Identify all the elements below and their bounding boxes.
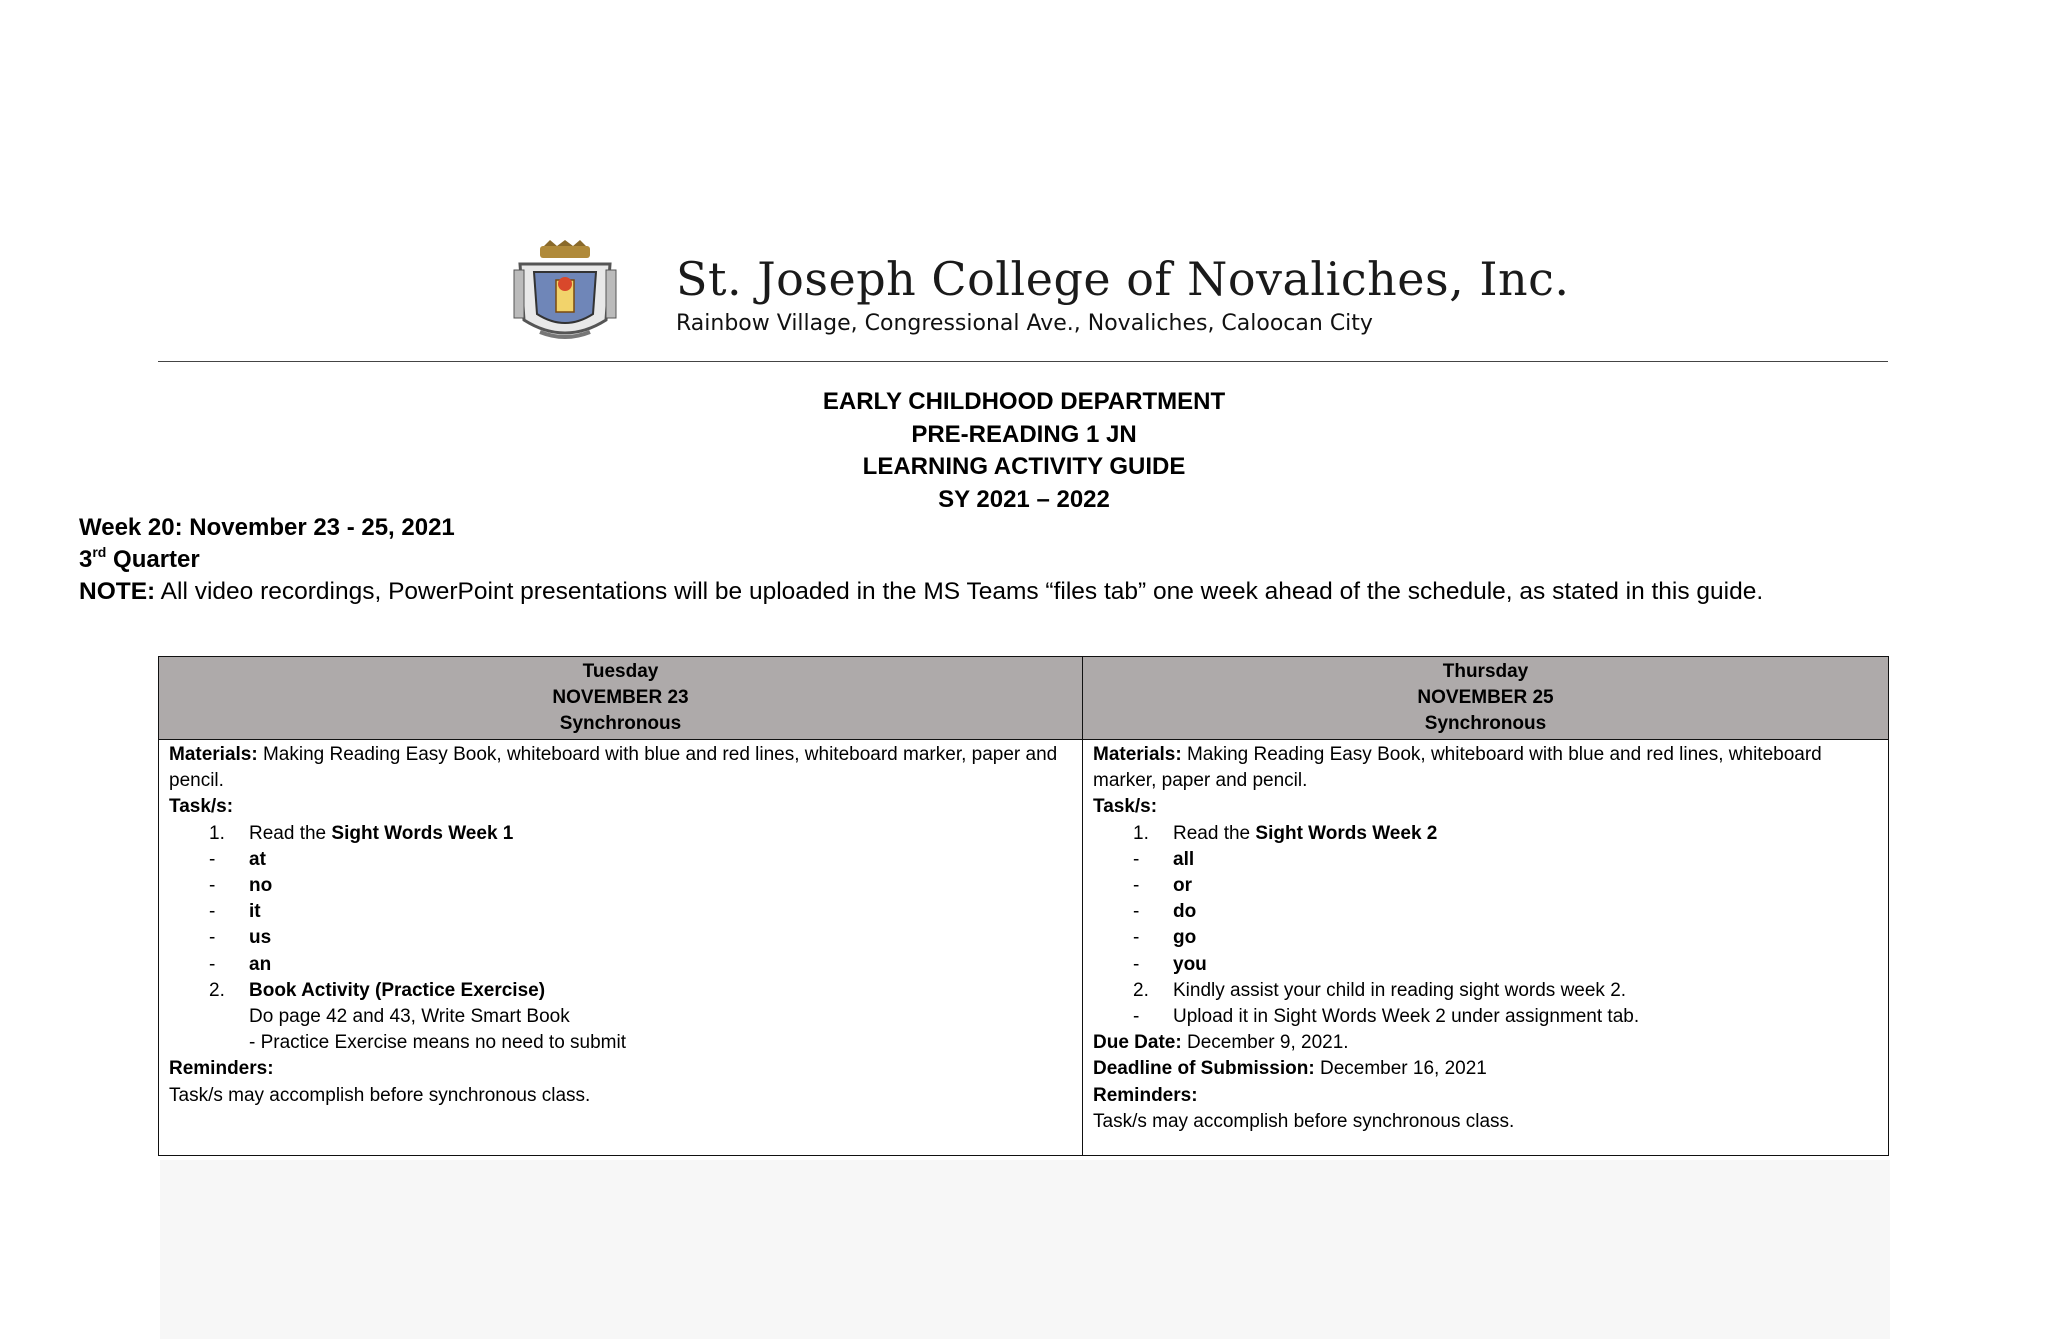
- upload-text: Upload it in Sight Words Week 2 under assignment tab.: [1173, 1006, 1640, 1028]
- schedule-body-row: [159, 740, 1889, 1156]
- dash-marker: -: [1133, 953, 1140, 975]
- deadline-value: December 16, 2021: [1314, 1058, 1487, 1080]
- day-label: Tuesday: [582, 661, 659, 682]
- note-label: NOTE:: [79, 578, 156, 605]
- week-info: [79, 512, 1763, 608]
- heading-subject: PRE-READING 1 JN: [911, 420, 1137, 448]
- document-headings: [0, 386, 2048, 516]
- day-label: Thursday: [1442, 661, 1529, 682]
- heading-school-year: SY 2021 – 2022: [938, 485, 1110, 513]
- sight-word: us: [249, 927, 272, 949]
- reminders-label: Reminders:: [1093, 1084, 1198, 1106]
- materials: [1093, 742, 1878, 794]
- reminders-text: Task/s may accomplish before synchronous class.: [169, 1084, 591, 1106]
- task-item-1: [169, 821, 1072, 847]
- sight-word-item: [169, 899, 1072, 925]
- sight-word-item: [169, 952, 1072, 978]
- sight-word: it: [249, 901, 261, 923]
- page-shade: [160, 1160, 1890, 1339]
- school-address: Rainbow Village, Congressional Ave., Novaliches, Caloocan City: [676, 311, 1373, 336]
- reminders-label: Reminders:: [169, 1058, 274, 1080]
- task-bold-text: Sight Words Week 1: [331, 822, 514, 844]
- quarter-label: [79, 544, 1763, 576]
- sight-word: no: [249, 875, 273, 897]
- heading-guide: LEARNING ACTIVITY GUIDE: [862, 453, 1186, 480]
- materials-text: Making Reading Easy Book, whiteboard with blue and red lines, whiteboard marker, paper and pencil.: [169, 744, 1058, 792]
- task-number: 2.: [1133, 979, 1149, 1001]
- quarter-suffix: rd: [92, 544, 107, 560]
- task-text: Read the: [1173, 822, 1256, 844]
- materials-label: Materials:: [1093, 744, 1182, 765]
- school-logo-seal: [510, 240, 620, 344]
- heading-department: EARLY CHILDHOOD DEPARTMENT: [822, 388, 1226, 415]
- dash-marker: -: [209, 927, 216, 949]
- note: [79, 576, 1763, 608]
- due-date-value: December 9, 2021.: [1181, 1032, 1349, 1054]
- task-text: Kindly assist your child in reading sight words week 2.: [1173, 979, 1627, 1001]
- task-text: Read the: [249, 822, 332, 844]
- sight-word-item: [1093, 952, 1878, 978]
- dash-marker: -: [1133, 848, 1140, 870]
- task-detail: Do page 42 and 43, Write Smart Book: [249, 1006, 570, 1028]
- quarter-number: 3: [79, 546, 93, 573]
- materials-label: Materials:: [169, 744, 258, 765]
- schedule-header-row: [159, 657, 1889, 740]
- sight-word: go: [1173, 927, 1197, 949]
- task-number: 1.: [1133, 822, 1149, 844]
- sight-word-item: [169, 925, 1072, 951]
- reminders-text: Task/s may accomplish before synchronous class.: [1093, 1110, 1515, 1132]
- quarter-text: Quarter: [106, 546, 200, 573]
- week-label: Week 20: November 23 - 25, 2021: [79, 514, 455, 541]
- task-item-2: [169, 978, 1072, 1004]
- upload-instruction: [1093, 1004, 1878, 1030]
- task-item-1: [1093, 821, 1878, 847]
- due-date-label: Due Date:: [1093, 1032, 1182, 1054]
- dash-marker: -: [1133, 927, 1140, 949]
- sight-word: you: [1173, 953, 1207, 975]
- sight-word-item: [169, 847, 1072, 873]
- school-name: St. Joseph College of Novaliches, Inc.: [676, 252, 1570, 306]
- tasks-label: Task/s:: [169, 796, 234, 818]
- thursday-header: [1083, 657, 1889, 740]
- dash-marker: -: [1133, 875, 1140, 897]
- sight-word: or: [1173, 875, 1192, 897]
- task-number: 1.: [209, 822, 225, 844]
- tuesday-header: [159, 657, 1083, 740]
- tasks-label: Task/s:: [1093, 796, 1158, 818]
- deadline-label: Deadline of Submission:: [1093, 1058, 1315, 1080]
- submission-deadline: [1093, 1056, 1878, 1082]
- thursday-cell: [1083, 740, 1889, 1156]
- task-bold-text: Book Activity (Practice Exercise): [249, 979, 546, 1001]
- sight-word: do: [1173, 901, 1197, 923]
- dash-marker: -: [209, 875, 216, 897]
- sight-word-item: [1093, 925, 1878, 951]
- tuesday-cell: [159, 740, 1083, 1156]
- task-detail-note: - Practice Exercise means no need to submit: [249, 1032, 627, 1054]
- task-bold-text: Sight Words Week 2: [1255, 822, 1438, 844]
- date-label: NOVEMBER 23: [552, 687, 689, 708]
- dash-marker: -: [209, 848, 216, 870]
- mode-label: Synchronous: [1424, 713, 1547, 734]
- date-label: NOVEMBER 25: [1417, 687, 1554, 708]
- dash-marker: -: [1133, 1006, 1140, 1028]
- sight-word: an: [249, 953, 272, 975]
- sight-word: all: [1173, 848, 1195, 870]
- task-item-2: [1093, 978, 1878, 1004]
- dash-marker: -: [209, 901, 216, 923]
- note-text: All video recordings, PowerPoint presentations will be uploaded in the MS Teams “files tab” one week ahead of the schedule, as stated in this guide.: [155, 578, 1764, 605]
- sight-word-item: [1093, 899, 1878, 925]
- materials: [169, 742, 1072, 794]
- schedule-table: [158, 656, 1889, 1156]
- dash-marker: -: [1133, 901, 1140, 923]
- letterhead-divider: [158, 361, 1888, 362]
- materials-text: Making Reading Easy Book, whiteboard with blue and red lines, whiteboard marker, paper and pencil.: [1093, 744, 1822, 792]
- due-date: [1093, 1030, 1878, 1056]
- sight-word-item: [169, 873, 1072, 899]
- sight-word-item: [1093, 847, 1878, 873]
- sight-word: at: [249, 848, 266, 870]
- task-number: 2.: [209, 979, 225, 1001]
- sight-word-item: [1093, 873, 1878, 899]
- dash-marker: -: [209, 953, 216, 975]
- mode-label: Synchronous: [559, 713, 682, 734]
